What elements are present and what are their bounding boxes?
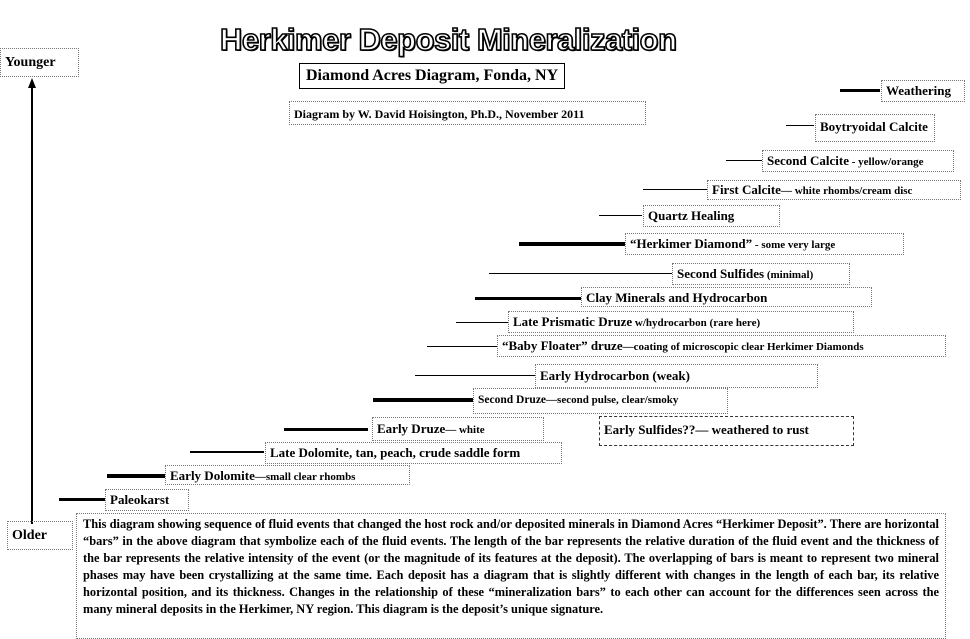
event-label-clay-minerals: Clay Minerals and Hydrocarbon	[581, 287, 872, 307]
event-label-early-dolomite: Early Dolomite—small clear rhombs	[165, 465, 410, 485]
event-bar-weathering	[840, 89, 880, 92]
event-bar-second-sulfides	[489, 273, 672, 274]
event-label-early-sulfides: Early Sulfides??— weathered to rust	[599, 416, 854, 446]
event-bar-first-calcite	[643, 189, 707, 190]
event-bar-clay-minerals	[475, 297, 581, 300]
diagram-subtitle: Diamond Acres Diagram, Fonda, NY	[299, 63, 565, 89]
event-bar-paleokarst	[59, 498, 105, 501]
event-bar-baby-floater-druze	[427, 346, 497, 347]
event-bar-early-druze	[284, 428, 368, 431]
time-axis-arrow	[24, 76, 40, 526]
event-label-baby-floater-druze: “Baby Floater” druze—coating of microscopic clear Herkimer Diamonds	[497, 335, 946, 357]
event-bar-early-dolomite	[107, 474, 165, 478]
event-bar-boytryoidal-calcite	[786, 125, 814, 126]
event-bar-quartz-healing	[599, 215, 642, 216]
event-label-early-hydrocarbon: Early Hydrocarbon (weak)	[535, 364, 818, 388]
event-label-boytryoidal-calcite: Boytryoidal Calcite	[815, 114, 935, 142]
event-bar-early-hydrocarbon	[415, 375, 535, 376]
event-bar-second-calcite	[726, 160, 762, 161]
event-label-weathering: Weathering	[881, 80, 965, 102]
event-label-second-druze: Second Druze—second pulse, clear/smoky	[473, 388, 728, 414]
event-label-late-prismatic-druze: Late Prismatic Druze w/hydrocarbon (rare here)	[508, 311, 854, 333]
event-label-first-calcite: First Calcite— white rhombs/cream disc	[707, 180, 961, 200]
diagram-title: Herkimer Deposit Mineralization	[220, 22, 677, 57]
diagram-credit: Diagram by W. David Hoisington, Ph.D., November 2011	[289, 101, 646, 125]
event-bar-herkimer-diamond	[519, 242, 625, 246]
event-label-second-sulfides: Second Sulfides (minimal)	[672, 263, 850, 285]
diagram-description: This diagram showing sequence of fluid events that changed the host rock and/or deposited minerals in Diamond Acres “Herkimer Deposit”. There are horizontal “bars” in the above diagram that symbolize each of the fluid events. The length of the bar represents the relative duration of the fluid event and the thickness of the bar represents the relative intensity of the event (or the magnitude of its features at the deposit). The overlapping of bars is meant to represent two mineral phases may have been crystallizing at the same time. Each deposit has a diagram that is slightly different with changes in the length of each bar, its relative horizontal position, and its thickness. Changes in the relationship of these “mineralization bars” to each other can account for the differences seen across the many mineral deposits in the Herkimer, NY region. This diagram is the deposit’s unique signature.	[76, 513, 946, 639]
event-label-paleokarst: Paleokarst	[105, 489, 189, 511]
event-bar-second-druze	[373, 398, 473, 402]
older-label: Older	[7, 521, 73, 550]
event-bar-late-prismatic-druze	[456, 322, 508, 323]
event-label-late-dolomite: Late Dolomite, tan, peach, crude saddle form	[265, 442, 562, 464]
event-label-herkimer-diamond: “Herkimer Diamond” - some very large	[625, 233, 904, 255]
event-label-quartz-healing: Quartz Healing	[643, 205, 780, 227]
event-label-early-druze: Early Druze— white	[372, 417, 544, 441]
event-label-second-calcite: Second Calcite - yellow/orange	[762, 150, 954, 172]
event-bar-late-dolomite	[190, 451, 264, 453]
younger-label: Younger	[0, 48, 79, 77]
